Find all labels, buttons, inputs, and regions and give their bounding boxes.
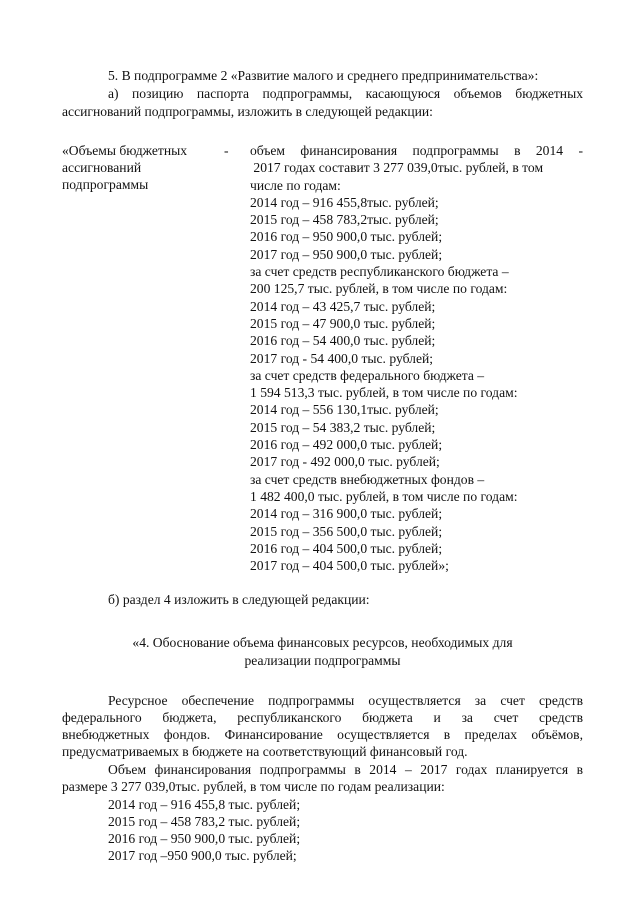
passport-right-line: 2015 год – 47 900,0 тыс. рублей; xyxy=(250,315,436,331)
passport-right-line: 2014 год – 43 425,7 тыс. рублей; xyxy=(250,298,436,314)
passport-right-column xyxy=(250,142,583,574)
body-paragraph-1-line-2: федерального бюджета, республиканского бюджета и за счет средств xyxy=(62,710,583,725)
passport-right-line: 2014 год – 556 130,1тыс. рублей; xyxy=(250,402,439,418)
item-5-heading: 5. В подпрограмме 2 «Развитие малого и среднего предпринимательства»: xyxy=(108,68,539,83)
passport-right-line: 2015 год – 458 783,2тыс. рублей; xyxy=(250,212,439,228)
passport-right-line: 2016 год – 492 000,0 тыс. рублей; xyxy=(250,437,443,453)
item-a-line-2: ассигнований подпрограммы, изложить в следующей редакции: xyxy=(62,104,433,119)
passport-right-line: 2017 год - 54 400,0 тыс. рублей; xyxy=(250,350,434,366)
passport-right-line: объем финансирования подпрограммы в 2014 - xyxy=(250,143,583,158)
body-year-line: 2015 год – 458 783,2 тыс. рублей; xyxy=(108,814,301,829)
passport-right-line: 2014 год – 316 900,0 тыс. рублей; xyxy=(250,506,443,522)
item-b-heading: б) раздел 4 изложить в следующей редакции: xyxy=(108,592,370,607)
passport-right-line: 2017 год – 404 500,0 тыс. рублей»; xyxy=(250,558,449,574)
body-paragraph-2-line-2: размере 3 277 039,0тыс. рублей, в том числе по годам реализации: xyxy=(62,779,445,794)
passport-right-line: 2016 год – 404 500,0 тыс. рублей; xyxy=(250,540,443,556)
passport-right-line: 200 125,7 тыс. рублей, в том числе по годам: xyxy=(250,281,508,297)
body-paragraph-1-line-4: предусматриваемых в бюджете на соответствующий финансовый год. xyxy=(62,744,468,759)
passport-right-line: за счет средств внебюджетных фондов – xyxy=(250,471,485,487)
body-paragraph-2-line-1: Объем финансирования подпрограммы в 2014 – 2017 годах планируется в xyxy=(108,762,583,777)
passport-right-line: числе по годам: xyxy=(250,177,341,193)
body-year-line: 2014 год – 916 455,8 тыс. рублей; xyxy=(108,797,301,812)
passport-right-line: 2016 год – 950 900,0 тыс. рублей; xyxy=(250,229,443,245)
passport-right-line: 2016 год – 54 400,0 тыс. рублей; xyxy=(250,333,436,349)
item-a-line-1: а) позицию паспорта подпрограммы, касающуюся объемов бюджетных xyxy=(108,86,583,101)
body-paragraph-1-line-3: внебюджетных фондов. Финансирование осуществляется в пределах объёмов, xyxy=(62,727,583,742)
body-year-line: 2017 год –950 900,0 тыс. рублей; xyxy=(108,848,297,863)
passport-right-line: 2017 год – 950 900,0 тыс. рублей; xyxy=(250,246,443,262)
passport-right-line: за счет средств федерального бюджета – xyxy=(250,367,485,383)
passport-left-line: подпрограммы xyxy=(62,177,149,192)
passport-right-line: 2014 год – 916 455,8тыс. рублей; xyxy=(250,194,439,210)
section-title-line-1: «4. Обоснование объема финансовых ресурсов, необходимых для xyxy=(132,635,513,650)
passport-right-line: 2017 годах составит 3 277 039,0тыс. рублей, в том xyxy=(250,160,544,176)
body-paragraph-1-line-1: Ресурсное обеспечение подпрограммы осуществляется за счет средств xyxy=(108,693,583,708)
passport-right-line: 1 594 513,3 тыс. рублей, в том числе по годам: xyxy=(250,385,518,401)
passport-left-line: «Объемы бюджетных xyxy=(62,143,188,158)
passport-dash: - xyxy=(224,143,229,158)
passport-left-column xyxy=(62,142,232,193)
passport-right-line: 2017 год - 492 000,0 тыс. рублей; xyxy=(250,454,440,470)
passport-right-line: за счет средств республиканского бюджета – xyxy=(250,264,509,280)
passport-left-line: ассигнований xyxy=(62,160,142,175)
passport-right-line: 1 482 400,0 тыс. рублей, в том числе по годам: xyxy=(250,488,518,504)
section-title-line-2: реализации подпрограммы xyxy=(244,653,401,668)
passport-right-line: 2015 год – 54 383,2 тыс. рублей; xyxy=(250,419,436,435)
body-year-line: 2016 год – 950 900,0 тыс. рублей; xyxy=(108,831,301,846)
passport-right-line: 2015 год – 356 500,0 тыс. рублей; xyxy=(250,523,443,539)
